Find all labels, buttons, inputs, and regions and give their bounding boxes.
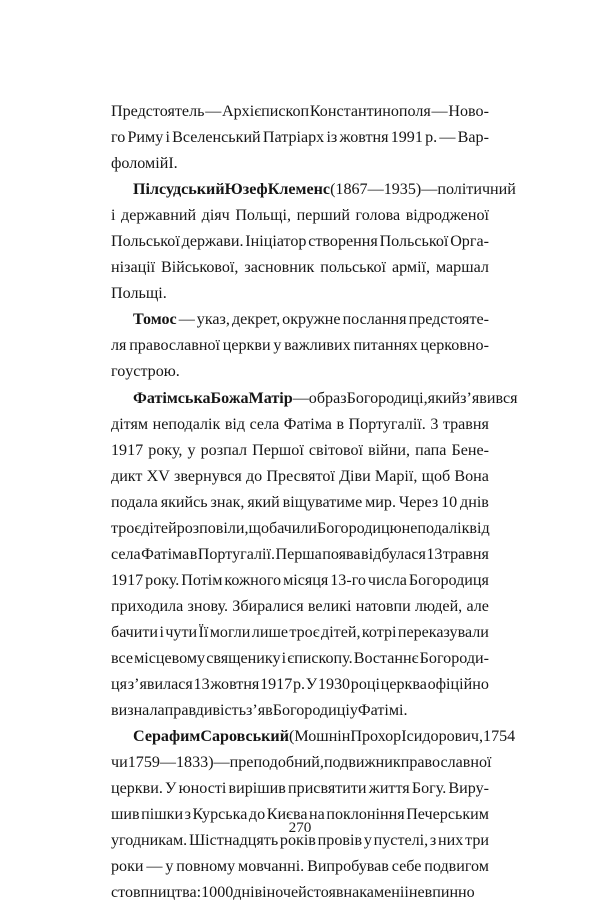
entry-term-word: Саровський (200, 728, 289, 746)
text-word: Риму (127, 129, 164, 147)
text-line (111, 880, 489, 906)
text-line (111, 99, 489, 125)
text-word: років (279, 832, 316, 850)
text-word: в (189, 545, 198, 563)
text-word: Збиралися (232, 597, 304, 615)
text-word: предстояте- (408, 311, 489, 329)
text-word: приходила (111, 597, 184, 615)
text-word: окружне (282, 311, 341, 329)
text-word: до (245, 467, 263, 485)
text-word: мир. (365, 493, 396, 511)
text-word: питаннях (353, 337, 418, 355)
text-word: XV (146, 467, 170, 485)
text-word: У (305, 676, 318, 694)
text-line (111, 776, 489, 802)
entry-term-word: Пілсудський (133, 181, 225, 199)
text-word: указ, (196, 311, 230, 329)
text-word: бачили (269, 519, 318, 537)
text-word: го (111, 129, 126, 147)
text-word: шив (111, 806, 140, 824)
text-word: який (247, 493, 280, 511)
text-word: травня (442, 415, 489, 433)
text-word: пішки (141, 806, 184, 824)
text-column (111, 99, 518, 906)
text-word: натовпи (355, 597, 411, 615)
text-word: 10 (441, 493, 458, 511)
text-word: визнала (111, 702, 165, 720)
text-word: польської (320, 259, 387, 277)
text-word: угодникам. (111, 832, 188, 850)
text-word: — (421, 181, 438, 199)
text-word: 1754 (483, 728, 516, 746)
text-word: Польщі, (235, 207, 292, 225)
text-word: послання (342, 311, 407, 329)
text-word: з’явилася (127, 676, 193, 694)
text-word: могли (209, 623, 251, 641)
text-word: голова (355, 207, 401, 225)
text-word: в (336, 415, 345, 433)
text-word: з’явився (460, 389, 518, 407)
text-word: Першої (252, 441, 304, 459)
text-word: жовтня (339, 129, 389, 147)
text-word: дітей, (321, 623, 361, 641)
text-word: державний (121, 207, 197, 225)
text-word: — (146, 858, 163, 876)
text-word: у (363, 832, 372, 850)
text-word: армії, (391, 259, 431, 277)
text-word: єпископу. (287, 649, 353, 667)
text-word: якийсь (160, 493, 208, 511)
text-word: у (187, 441, 196, 459)
text-word: переказували (397, 623, 489, 641)
text-word: і (159, 623, 164, 641)
text-word: Ново- (448, 103, 489, 120)
text-word: неподалік (401, 519, 470, 537)
text-word: священику (206, 649, 281, 667)
text-line (111, 854, 489, 880)
text-word: і (281, 649, 287, 667)
text-word: юності (178, 780, 227, 798)
text-word: неподалік (152, 415, 221, 433)
text-word: Польщі. (111, 285, 167, 303)
text-word: 1000 (201, 884, 234, 902)
text-word: що (248, 519, 269, 537)
text-word: стовпництва: (111, 884, 202, 902)
text-word: році (350, 676, 380, 694)
text-word: у (349, 702, 358, 720)
text-word: го (111, 363, 126, 381)
glossary-entry (111, 386, 518, 725)
text-line (111, 568, 489, 594)
text-word: і (165, 129, 170, 147)
text-word: Курська (192, 806, 248, 824)
text-word: села (249, 415, 280, 433)
text-word: і (111, 207, 116, 225)
text-word: Богородиці, (346, 389, 428, 407)
text-word: провів (317, 832, 363, 850)
text-word: розповіли, (176, 519, 249, 537)
text-word: Фатімі. (357, 702, 408, 720)
text-word: вирішив (228, 780, 286, 798)
text-line (111, 750, 492, 776)
text-word: Богу. (411, 780, 447, 798)
text-word: мовчанні. (238, 858, 305, 876)
text-word: р. (425, 129, 438, 147)
text-word: держави. (181, 233, 244, 251)
text-word: місяця (283, 571, 329, 589)
text-word: маршал (435, 259, 489, 277)
text-word: великі (307, 597, 352, 615)
text-word: села (111, 545, 141, 563)
text-word: 13-го (330, 571, 366, 589)
text-line (111, 490, 489, 516)
text-word: православної (400, 754, 492, 772)
text-line (111, 438, 489, 464)
text-word: все (111, 649, 133, 667)
text-word: Богородиці (272, 702, 350, 720)
text-word: (1867—1935) (330, 181, 422, 199)
glossary-entry (111, 724, 516, 906)
text-word: Богороди- (419, 649, 489, 667)
text-line (111, 464, 489, 490)
text-line (111, 516, 489, 542)
text-word: Перша (275, 545, 322, 563)
text-word: — (292, 389, 309, 407)
text-word: дітям (111, 415, 149, 433)
text-word: стояв (306, 884, 344, 902)
text-word: Ініціатор (245, 233, 307, 251)
text-line (111, 203, 489, 229)
text-word: нізації (111, 259, 156, 277)
text-word: від (469, 519, 490, 537)
text-word: Фатіма (283, 415, 332, 433)
text-word: ля (111, 337, 127, 355)
text-line (111, 125, 489, 151)
text-word: Шістнадцять (188, 832, 279, 850)
text-line (111, 672, 489, 698)
text-line (111, 412, 489, 438)
entry-term-word: Матір (248, 389, 293, 407)
text-word: бачити (111, 623, 159, 641)
text-line (111, 177, 516, 203)
text-word: до (248, 806, 266, 824)
text-word: Пресвятої (266, 467, 335, 485)
text-line (111, 542, 489, 568)
text-word: на (343, 884, 360, 902)
entry-term-word: Фатімська (133, 389, 211, 407)
text-word: офіційно (427, 676, 489, 694)
text-word: поклоніння (326, 806, 405, 824)
entry-term-word: Серафим (133, 728, 201, 746)
text-word: 1917 (111, 571, 144, 589)
glossary-entries (111, 99, 518, 906)
text-word: року, (148, 441, 183, 459)
text-word: себе (391, 858, 422, 876)
text-word: створення (308, 233, 378, 251)
text-word: — (439, 129, 456, 147)
text-word: 13 (193, 676, 210, 694)
text-word: і (262, 884, 267, 902)
text-word: Прохор (350, 728, 402, 746)
text-word: подала (111, 493, 158, 511)
text-word: преподобний, (229, 754, 324, 772)
text-word: дітей (141, 519, 177, 537)
text-word: війни, (368, 441, 411, 459)
text-word: присвятити (288, 780, 367, 798)
text-word: котрі (361, 623, 397, 641)
text-word: устрою. (125, 363, 180, 381)
text-word: — (205, 103, 222, 120)
text-word: важливих (284, 337, 351, 355)
text-word: Португалії. (348, 415, 426, 433)
text-word: віщуватиме (282, 493, 363, 511)
text-word: правдивість (164, 702, 247, 720)
text-word: церкви (222, 337, 271, 355)
text-word: Орга- (450, 233, 489, 251)
text-word: декрет, (231, 311, 281, 329)
text-word: перший (296, 207, 350, 225)
text-word: Її (198, 623, 209, 641)
text-word: року. (145, 571, 180, 589)
page-number: 270 (288, 819, 312, 836)
text-word: церковно- (420, 337, 489, 355)
text-word: Востаннє (353, 649, 419, 667)
text-word: Португалії. (197, 545, 276, 563)
text-word: папа (415, 441, 447, 459)
text-word: щоб (421, 467, 451, 485)
text-word: який (427, 389, 461, 407)
text-word: православної (129, 337, 220, 355)
text-word: людей, (415, 597, 463, 615)
text-word: відбулася (361, 545, 426, 563)
text-line (111, 386, 518, 412)
text-word: пустелі, (373, 832, 429, 850)
glossary-entry (111, 177, 516, 307)
entry-term-word: Божа (210, 389, 249, 407)
text-word: діяч (201, 207, 230, 225)
text-word: 1917 (260, 676, 293, 694)
text-line (111, 594, 489, 620)
text-word: церква (380, 676, 427, 694)
text-word: засновник (244, 259, 315, 277)
text-word: У (165, 780, 177, 798)
text-word: Фатіма (141, 545, 190, 563)
text-word: Бене- (451, 441, 489, 459)
text-word: Вселенський (172, 129, 261, 147)
text-word: 1930 (317, 676, 351, 694)
text-word: Патріарх (262, 129, 325, 147)
text-word: троє (289, 623, 320, 641)
text-word: р. (292, 676, 306, 694)
text-word: знову. (187, 597, 229, 615)
text-word: чути (165, 623, 198, 641)
text-word: Вона (454, 467, 489, 485)
text-word: днів (460, 493, 489, 511)
text-word: Ісидорович, (401, 728, 484, 746)
text-word: але (466, 597, 489, 615)
text-word: чи (111, 754, 128, 772)
text-word: і (404, 884, 409, 902)
text-word: образ (308, 389, 347, 407)
text-word: числа (367, 571, 407, 589)
text-word: жовтня (210, 676, 260, 694)
text-word: Києва (266, 806, 308, 824)
text-word: І. (168, 155, 178, 173)
text-word: Виру- (448, 780, 489, 798)
text-word: невпинно (408, 884, 475, 902)
text-word: 13 (426, 545, 443, 563)
text-word: лише (251, 623, 288, 641)
text-word: 1991 (390, 129, 423, 147)
text-word: Випробував (307, 858, 389, 876)
text-word: дикт (111, 467, 143, 485)
text-word: ця (111, 676, 128, 694)
text-word: Архієпископ (222, 103, 310, 120)
glossary-entry (111, 307, 489, 385)
text-word: звернувся (174, 467, 242, 485)
text-line (111, 333, 489, 359)
text-word: роки (111, 858, 144, 876)
text-word: Богородицю (317, 519, 402, 537)
text-word: з’яв (246, 702, 273, 720)
text-word: з (429, 832, 437, 850)
text-word: церкви. (111, 780, 163, 798)
text-line (111, 229, 489, 255)
text-word: камені (359, 884, 405, 902)
text-word: кожного (224, 571, 282, 589)
text-word: — (431, 103, 448, 120)
text-word: у (273, 337, 282, 355)
text-word: подвижник (323, 754, 401, 772)
text-word: фоломій (111, 155, 169, 173)
text-word: 3 (430, 415, 439, 433)
text-word: Константинополя (309, 103, 431, 120)
text-word: Вар- (457, 129, 489, 147)
text-line (111, 281, 489, 307)
text-word: — (213, 754, 230, 772)
text-word: них (438, 832, 464, 850)
text-line (111, 359, 489, 385)
text-word: з (184, 806, 191, 824)
text-word: життя (368, 780, 410, 798)
text-word: відродженої (405, 207, 489, 225)
text-word: від (224, 415, 246, 433)
text-line (111, 646, 489, 672)
text-word: повному (176, 858, 236, 876)
glossary-entry (111, 99, 489, 177)
text-word: у (165, 858, 174, 876)
entry-term-word: Томос (133, 311, 177, 329)
text-word: Польської (111, 233, 180, 251)
text-word: 1917 (111, 441, 144, 459)
text-word: із (326, 129, 338, 147)
text-line (111, 698, 489, 724)
text-word: світової (308, 441, 363, 459)
text-line (111, 724, 516, 750)
text-word: Діви (339, 467, 371, 485)
text-word: Потім (181, 571, 223, 589)
text-word: ночей (266, 884, 307, 902)
text-word: 1759—1833) (127, 754, 214, 772)
text-word: три (465, 832, 489, 850)
text-word: розпал (200, 441, 248, 459)
text-word: на (309, 806, 325, 824)
text-line (111, 151, 489, 177)
text-word: Печерським (406, 806, 489, 824)
text-word: подвигом (424, 858, 489, 876)
text-word: знак, (210, 493, 245, 511)
text-word: політичний (437, 181, 516, 199)
text-line (111, 255, 489, 281)
text-word: Предстоятель (111, 103, 205, 120)
text-line (111, 307, 489, 333)
text-word: (Мошнін (288, 728, 351, 746)
text-word: травня (442, 545, 489, 563)
text-word: Богородиця (408, 571, 489, 589)
text-word: Через (398, 493, 439, 511)
text-word: Марії, (374, 467, 418, 485)
entry-term-word: Юзеф (224, 181, 268, 199)
entry-term-word: Клеменс (267, 181, 331, 199)
text-word: — (178, 311, 195, 329)
text-word: поява (322, 545, 361, 563)
text-word: Польської (379, 233, 449, 251)
text-line (111, 620, 489, 646)
text-word: місцевому (134, 649, 206, 667)
text-word: днів (233, 884, 263, 902)
text-word: Військової, (161, 259, 239, 277)
text-word: троє (111, 519, 142, 537)
